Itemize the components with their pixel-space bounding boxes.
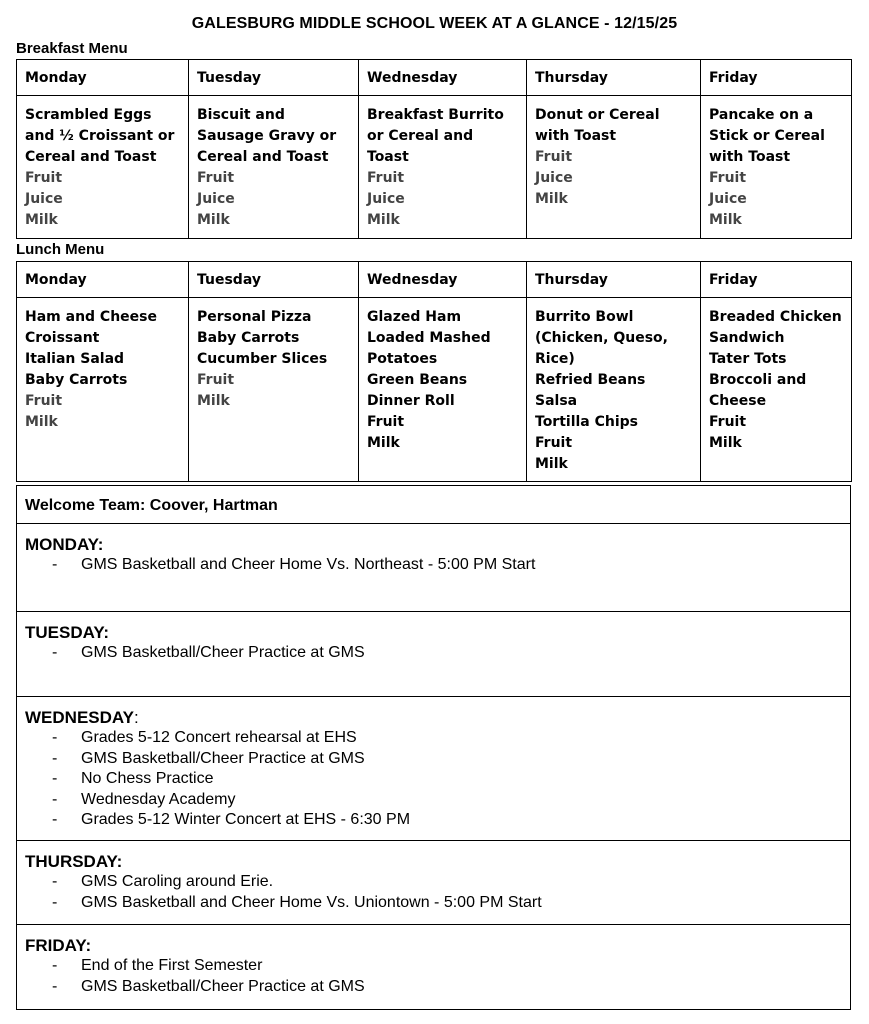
event-text: GMS Caroling around Erie. — [81, 873, 274, 890]
menu-item: Fruit — [25, 393, 63, 409]
event-list — [25, 555, 850, 576]
day-name: TUESDAY — [25, 623, 104, 642]
event-item — [25, 956, 850, 977]
menu-item: Tortilla Chips — [535, 414, 639, 430]
menu-item: Milk — [709, 435, 742, 451]
menu-item: Burrito Bowl (Chicken, Queso, Rice) — [535, 309, 668, 367]
menu-item: Baby Carrots — [197, 330, 300, 346]
event-text: GMS Basketball and Cheer Home Vs. Northeast - 5:00 PM Start — [81, 556, 536, 573]
lunch-day-cell — [189, 298, 359, 482]
menu-item: Milk — [25, 212, 58, 228]
menu-item: Donut or Cereal with Toast — [535, 107, 660, 144]
breakfast-day-cell — [189, 96, 359, 239]
event-text: Grades 5-12 Concert rehearsal at EHS — [81, 729, 357, 746]
bullet-dash: - — [52, 749, 58, 767]
breakfast-menu-table — [16, 59, 852, 239]
lunch-header-row — [17, 262, 852, 298]
event-text: GMS Basketball/Cheer Practice at GMS — [81, 749, 365, 767]
lunch-day-cell — [359, 298, 527, 482]
schedule-day-wednesday — [17, 697, 850, 841]
bullet-dash: - — [52, 957, 58, 974]
menu-item: Fruit — [197, 170, 235, 186]
menu-item: Baby Carrots — [25, 372, 128, 388]
menu-item: Milk — [535, 456, 568, 472]
bullet-dash: - — [52, 790, 58, 808]
schedule-day-monday — [17, 524, 850, 612]
schedule-day-tuesday — [17, 612, 850, 697]
menu-item: Milk — [197, 393, 230, 409]
event-item — [25, 749, 850, 770]
menu-item: Fruit — [197, 372, 235, 388]
day-colon: : — [97, 535, 104, 554]
event-item — [25, 555, 850, 576]
menu-item: Tater Tots — [709, 351, 787, 367]
breakfast-day-header: Monday — [17, 60, 189, 96]
lunch-day-cell — [527, 298, 701, 482]
lunch-day-header: Friday — [701, 262, 852, 298]
menu-item: Ham and Cheese Croissant — [25, 309, 157, 346]
event-item — [25, 728, 850, 749]
day-colon: : — [85, 936, 92, 955]
event-item — [25, 810, 850, 831]
day-heading — [25, 612, 850, 643]
lunch-day-header: Tuesday — [189, 262, 359, 298]
menu-item: Personal Pizza — [197, 309, 312, 325]
menu-item: Juice — [709, 191, 747, 207]
schedule-day-friday — [17, 925, 850, 1009]
menu-item: Fruit — [709, 414, 747, 430]
menu-item: Green Beans — [367, 372, 468, 388]
menu-item: Milk — [367, 435, 400, 451]
bullet-dash: - — [52, 770, 58, 787]
day-name: WEDNESDAY — [25, 708, 134, 727]
menu-item: Fruit — [367, 170, 405, 186]
weekly-schedule — [16, 485, 851, 1010]
event-item — [25, 977, 850, 998]
menu-item: Scrambled Eggs and ½ Croissant or Cereal and Toast — [25, 107, 175, 165]
event-list — [25, 728, 850, 831]
event-item — [25, 893, 850, 914]
menu-item: Loaded Mashed Potatoes — [367, 330, 491, 367]
menu-item: Fruit — [367, 414, 405, 430]
menu-item: Fruit — [535, 435, 573, 451]
menu-item: Broccoli and Cheese — [709, 372, 807, 409]
day-name: THURSDAY — [25, 852, 117, 871]
lunch-day-header: Thursday — [527, 262, 701, 298]
breakfast-day-cell — [527, 96, 701, 239]
breakfast-day-cell — [17, 96, 189, 239]
lunch-day-cell — [701, 298, 852, 482]
day-heading — [25, 925, 850, 956]
breakfast-menu-label: Breakfast Menu — [16, 40, 128, 57]
lunch-menu-table — [16, 261, 852, 482]
bullet-dash: - — [52, 811, 58, 828]
bullet-dash: - — [52, 977, 58, 995]
lunch-day-header: Wednesday — [359, 262, 527, 298]
menu-item: Fruit — [535, 149, 573, 165]
day-heading — [25, 697, 850, 728]
menu-item: Biscuit and Sausage Gravy or Cereal and Toast — [197, 107, 337, 165]
menu-item: Milk — [25, 414, 58, 430]
bullet-dash: - — [52, 644, 58, 661]
breakfast-day-cell — [359, 96, 527, 239]
breakfast-day-cell — [701, 96, 852, 239]
bullet-dash: - — [52, 729, 58, 746]
menu-item: Milk — [709, 212, 742, 228]
lunch-day-header: Monday — [17, 262, 189, 298]
menu-item: Breaded Chicken Sandwich — [709, 309, 842, 346]
event-text: GMS Basketball and Cheer Home Vs. Uniontown - 5:00 PM Start — [81, 893, 542, 911]
event-text: GMS Basketball/Cheer Practice at GMS — [81, 644, 365, 661]
menu-item: Milk — [197, 212, 230, 228]
menu-item: Salsa — [535, 393, 578, 409]
menu-item: Milk — [367, 212, 400, 228]
lunch-menu-label: Lunch Menu — [16, 241, 105, 258]
lunch-day-cell — [17, 298, 189, 482]
breakfast-day-header: Thursday — [527, 60, 701, 96]
menu-item: Dinner Roll — [367, 393, 455, 409]
day-colon: : — [133, 708, 139, 727]
event-text: GMS Basketball/Cheer Practice at GMS — [81, 977, 365, 995]
event-item — [25, 769, 850, 790]
menu-item: Juice — [197, 191, 235, 207]
bullet-dash: - — [52, 873, 58, 890]
day-name: FRIDAY — [25, 936, 86, 955]
lunch-items-row — [17, 298, 852, 482]
welcome-team: Welcome Team: Coover, Hartman — [17, 486, 850, 524]
menu-item: Cucumber Slices — [197, 351, 328, 367]
day-colon: : — [116, 852, 123, 871]
menu-item: Fruit — [709, 170, 747, 186]
breakfast-day-header: Tuesday — [189, 60, 359, 96]
day-colon: : — [103, 623, 110, 642]
event-text: End of the First Semester — [81, 957, 263, 974]
menu-item: Fruit — [25, 170, 63, 186]
schedule-day-thursday — [17, 841, 850, 925]
menu-item: Juice — [25, 191, 63, 207]
breakfast-day-header: Wednesday — [359, 60, 527, 96]
event-text: Wednesday Academy — [81, 790, 236, 808]
menu-item: Glazed Ham — [367, 309, 462, 325]
menu-item: Juice — [367, 191, 405, 207]
schedule-days — [17, 524, 850, 1009]
event-item — [25, 790, 850, 811]
bullet-dash: - — [52, 893, 58, 911]
event-item — [25, 643, 850, 664]
menu-item: Milk — [535, 191, 568, 207]
day-heading — [25, 524, 850, 555]
event-item — [25, 872, 850, 893]
day-name: MONDAY — [25, 535, 98, 554]
event-text: Grades 5-12 Winter Concert at EHS - 6:30 PM — [81, 811, 411, 828]
breakfast-day-header: Friday — [701, 60, 852, 96]
bullet-dash: - — [52, 556, 58, 573]
page-title: GALESBURG MIDDLE SCHOOL WEEK AT A GLANCE - 12/15/25 — [191, 15, 678, 32]
menu-item: Pancake on a Stick or Cereal with Toast — [709, 107, 825, 165]
menu-item: Juice — [535, 170, 573, 186]
day-heading — [25, 841, 850, 872]
menu-item: Refried Beans — [535, 372, 646, 388]
event-list — [25, 956, 850, 997]
breakfast-items-row — [17, 96, 852, 239]
breakfast-header-row — [17, 60, 852, 96]
event-list — [25, 643, 850, 664]
event-text: No Chess Practice — [81, 770, 214, 787]
menu-item: Italian Salad — [25, 351, 125, 367]
menu-item: Breakfast Burrito or Cereal and Toast — [367, 107, 504, 165]
event-list — [25, 872, 850, 913]
